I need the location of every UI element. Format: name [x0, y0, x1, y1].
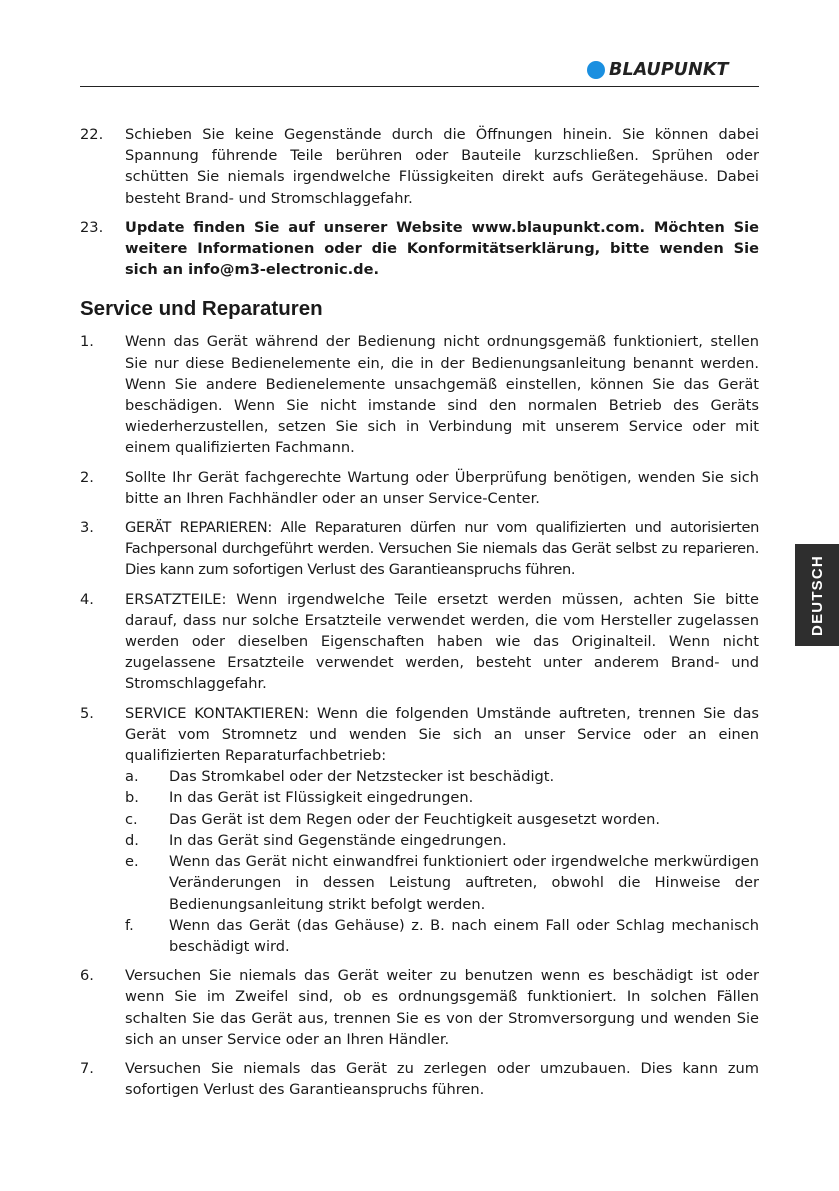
- brand-name: BLAUPUNKT: [609, 60, 729, 80]
- item-number: 5.: [80, 704, 94, 722]
- item-number: 2.: [80, 468, 94, 486]
- sub-item-text: In das Gerät ist Flüssigkeit eingedrungen.: [169, 789, 474, 807]
- section-heading: Service und Reparaturen: [80, 297, 323, 321]
- sub-item-letter: c.: [125, 810, 138, 828]
- item-text: Versuchen Sie niemals das Gerät zu zerlegen oder umzubauen. Dies kann zum sofortigen Verlust des Garantieanspruchs führen.: [125, 1059, 759, 1099]
- service-item-7: [80, 1058, 759, 1100]
- list-item-23: [80, 217, 759, 281]
- item-number: 1.: [80, 333, 94, 351]
- service-item-2: [80, 467, 759, 509]
- item-text: Schieben Sie keine Gegenstände durch die Öffnungen hinein. Sie können dabei Spannung führende Teile berühren oder Bauteile kurzschließen. Sprühen oder schütten Sie niemals irgendwelche Flüssigkeiten direkt aufs Gerätegehäuse. Dabei besteht Brand- und Stromschlaggefahr.: [125, 126, 759, 207]
- item-number: 22.: [80, 126, 104, 143]
- list-item-22: [80, 124, 759, 209]
- sub-item-b: [125, 787, 759, 808]
- sub-item-text: Das Stromkabel oder der Netzstecker ist beschädigt.: [169, 768, 555, 786]
- sub-item-letter: a.: [125, 768, 139, 786]
- sub-item-c: [125, 809, 759, 830]
- item-number: 23.: [80, 218, 104, 236]
- sub-item-text: In das Gerät sind Gegenstände eingedrungen.: [169, 831, 507, 849]
- sub-item-letter: f.: [125, 916, 134, 934]
- service-item-3: [80, 517, 759, 581]
- sub-item-d: [125, 830, 759, 851]
- item-text: Versuchen Sie niemals das Gerät weiter zu benutzen wenn es beschädigt ist oder wenn Sie im Zweifel sind, ob es ordnungsgemäß funktioniert. In solchen Fällen schalten Sie das Gerät aus, trennen Sie es von der Stromversorgung und wenden Sie sich an unser Service oder an Ihren Händler.: [125, 967, 759, 1048]
- item-number: 4.: [80, 590, 94, 608]
- sub-item-letter: b.: [125, 789, 139, 807]
- page-content: [80, 124, 759, 1100]
- service-item-1: [80, 331, 759, 458]
- item-text-bold: Update finden Sie auf unserer Website www.blaupunkt.com. Möchten Sie weitere Informationen oder die Konformitätserklärung, bitte wenden Sie sich an info@m3-electronic.de.: [125, 218, 759, 279]
- item-text: Wenn das Gerät während der Bedienung nicht ordnungsgemäß funktioniert, stellen Sie nur diese Bedienelemente ein, die in der Bedienungsanleitung benannt werden. Wenn Sie andere Bedienelemente unsachgemäß einstellen, können Sie das Gerät beschädigen. Wenn Sie nicht imstande sind den normalen Betrieb des Geräts wiederherzustellen, setzen Sie sich in Verbindung mit unserem Service oder mit einem qualifizierten Fachmann.: [125, 333, 759, 457]
- brand-dot-icon: [587, 61, 605, 79]
- item-text: SERVICE KONTAKTIEREN: Wenn die folgenden Umstände auftreten, trennen Sie das Gerät vom Stromnetz und wenden Sie sich an unser Service oder an einen qualifizierten Reparaturfachbetrieb:: [125, 704, 759, 765]
- item-text: Sollte Ihr Gerät fachgerechte Wartung oder Überprüfung benötigen, wenden Sie sich bitte an Ihren Fachhändler oder an unser Service-Center.: [125, 468, 759, 507]
- service-item-4: [80, 589, 759, 695]
- item-number: 3.: [80, 519, 94, 537]
- sub-item-a: [125, 766, 759, 787]
- header-divider: [80, 86, 759, 87]
- brand-logo: [587, 59, 729, 81]
- sub-item-e: [125, 851, 759, 915]
- language-tab-label: DEUTSCH: [808, 554, 826, 636]
- sub-item-f: [125, 915, 759, 957]
- sub-item-letter: e.: [125, 853, 139, 871]
- sub-item-letter: d.: [125, 831, 139, 849]
- language-tab: [795, 544, 839, 646]
- item-text: ERSATZTEILE: Wenn irgendwelche Teile ersetzt werden müssen, achten Sie bitte darauf, dass nur solche Ersatzteile verwendet werden, die vom Hersteller zugelassen werden oder dieselben Eigenschaften haben wie das Originalteil. Wenn nicht zugelassene Ersatzteile verwendet werden, besteht unter anderem Brand- und Stromschlaggefahr.: [125, 590, 759, 693]
- item-number: 7.: [80, 1059, 94, 1077]
- sub-item-text: Wenn das Gerät nicht einwandfrei funktioniert oder irgendwelche merkwürdigen Veränderungen in dessen Leistung auftreten, obwohl die Hinweise der Bedienungsanleitung strikt befolgt werden.: [169, 853, 759, 913]
- sub-item-text: Das Gerät ist dem Regen oder der Feuchtigkeit ausgesetzt worden.: [169, 810, 660, 828]
- sub-item-text: Wenn das Gerät (das Gehäuse) z. B. nach einem Fall oder Schlag mechanisch beschädigt wird.: [169, 916, 759, 955]
- service-item-6: [80, 965, 759, 1050]
- item-number: 6.: [80, 967, 94, 985]
- service-item-5: [80, 703, 759, 767]
- item-text: GERÄT REPARIEREN: Alle Reparaturen dürfen nur vom qualifizierten und autorisierten Fachpersonal durchgeführt werden. Versuchen Sie niemals das Gerät selbst zu reparieren. Dies kann zum sofortigen Verlust des Garantieanspruchs führen.: [125, 519, 759, 579]
